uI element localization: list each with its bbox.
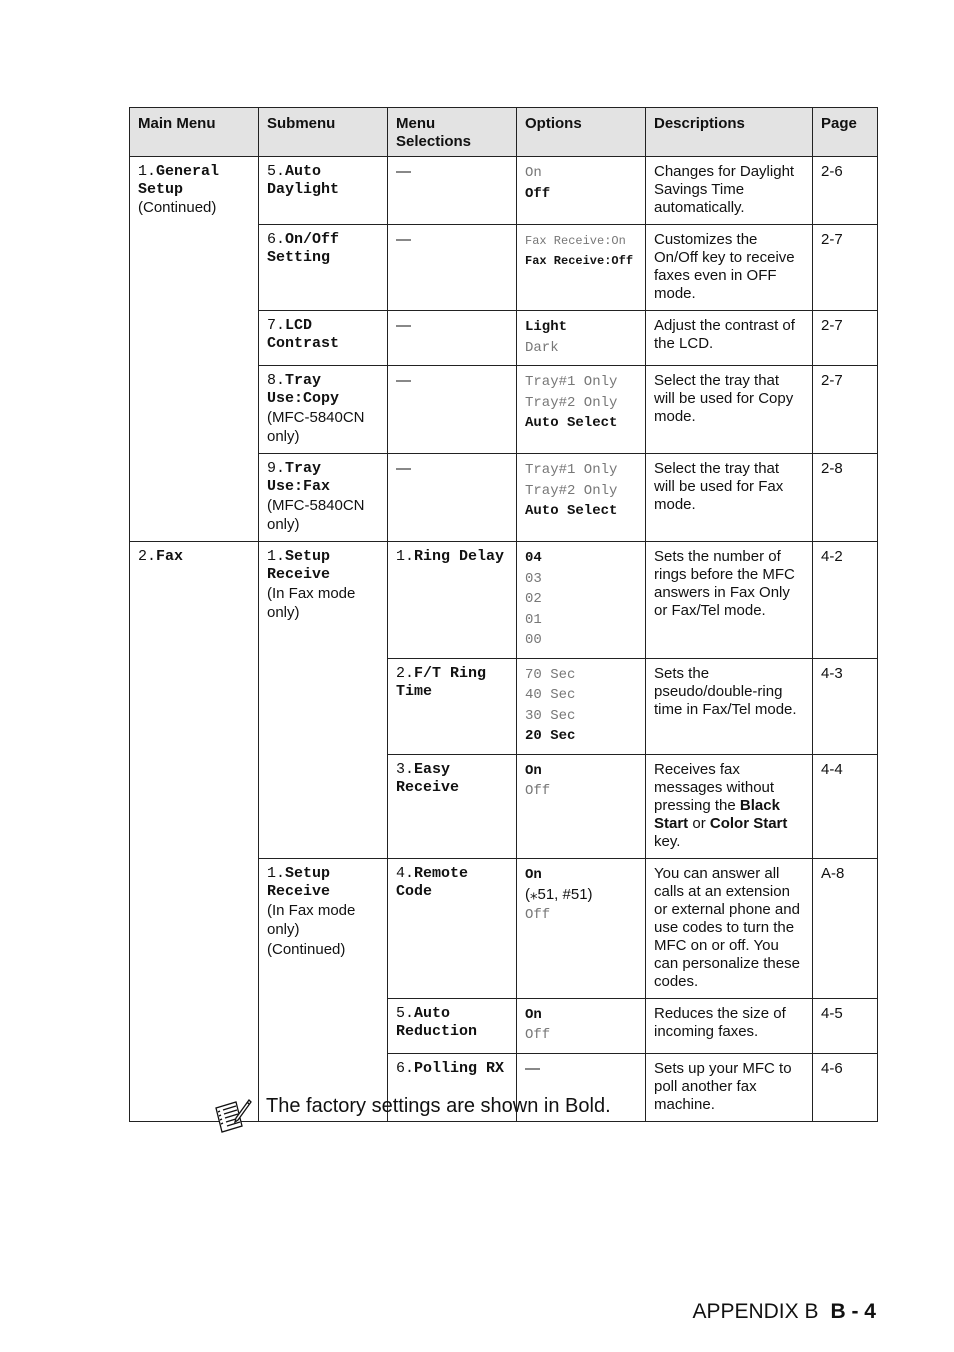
description-cell: Changes for Daylight Savings Time automatically. [646,157,813,225]
option-value: Auto Select [525,503,618,519]
selection-cell: 2.F/T Ring Time [388,658,517,754]
description-cell: Select the tray that will be used for Copy mode. [646,366,813,454]
note-pencil-icon [212,1096,252,1136]
selection-cell: — [388,225,517,311]
description-cell: Sets the pseudo/double-ring time in Fax/Tel mode. [646,658,813,754]
selection-cell: — [388,454,517,542]
selection-cell: — [388,311,517,366]
page-cell: 4-5 [813,998,878,1053]
note-text: The factory settings are shown in Bold. [266,1095,611,1117]
header-descriptions: Descriptions [646,108,813,157]
page-cell: 2-7 [813,311,878,366]
selection-cell: 3.Easy Receive [388,754,517,858]
option-value: Light [525,319,568,335]
option-value: Auto Select [525,415,618,431]
page-number: B - 4 [830,1300,876,1323]
description-cell: Sets the number of rings before the MFC answers in Fax Only or Fax/Tel mode. [646,542,813,659]
option-value: 01 [525,611,542,628]
options-cell [517,658,646,754]
option-value: 40 Sec [525,687,576,703]
option-value: Fax Receive:Off [525,254,634,268]
options-cell [517,225,646,311]
option-value: Tray#2 Only [525,394,618,411]
page-cell: 2-7 [813,366,878,454]
page-cell: 2-6 [813,157,878,225]
page-cell: 2-7 [813,225,878,311]
description-cell: Sets up your MFC to poll another fax machine. [646,1053,813,1121]
description-cell: Customizes the On/Off key to receive faxes even in OFF mode. [646,225,813,311]
description-cell: Adjust the contrast of the LCD. [646,311,813,366]
option-value: 30 Sec [525,707,576,724]
option-value: Tray#1 Only [525,374,618,390]
option-value: On [525,866,542,883]
option-value: Tray#1 Only [525,462,618,478]
option-value: 04 [525,550,542,566]
option-value: Off [525,907,551,923]
selection-cell: — [388,366,517,454]
note [212,1096,611,1136]
description-cell: Receives fax messages without pressing the Black Start or Color Start key. [646,754,813,858]
page-footer [692,1300,876,1324]
description-cell: Select the tray that will be used for Fax mode. [646,454,813,542]
submenu-cell: 6.On/Off Setting [259,225,388,311]
selection-cell: 5.Auto Reduction [388,998,517,1053]
option-value: Off [525,1027,551,1043]
options-cell [517,858,646,998]
remote-code-values: (⁎51, #51) [525,886,593,903]
option-value: 00 [525,632,542,648]
main-menu-general: 1.General Setup (Continued) [130,157,259,542]
option-value: Off [525,783,551,799]
page-cell: 4-4 [813,754,878,858]
submenu-cell: 9.Tray Use:Fax (MFC-5840CN only) [259,454,388,542]
selection-cell: 1.Ring Delay [388,542,517,659]
header-menu-selections: Menu Selections [388,108,517,157]
submenu-cell: 8.Tray Use:Copy (MFC-5840CN only) [259,366,388,454]
option-value: On [525,762,542,779]
submenu-cell: 5.Auto Daylight [259,157,388,225]
submenu-cell: 1.Setup Receive (In Fax mode only) (Continued) [259,858,388,1121]
option-value: Off [525,185,551,202]
page-cell: 4-6 [813,1053,878,1121]
option-value: 02 [525,591,542,607]
option-value: Fax Receive:On [525,234,626,248]
appendix-label: APPENDIX B [692,1300,819,1323]
option-value: 20 Sec [525,728,576,744]
description-cell: Reduces the size of incoming faxes. [646,998,813,1053]
option-value: On [525,165,542,181]
menu-table [129,107,878,1122]
page-cell: 4-2 [813,542,878,659]
options-cell [517,311,646,366]
option-value: Dark [525,339,559,356]
description-cell: You can answer all calls at an extension or external phone and use codes to turn the MFC on or off. You can personalize these codes. [646,858,813,998]
options-cell: — [517,1053,646,1121]
header-submenu: Submenu [259,108,388,157]
options-cell [517,454,646,542]
header-main-menu: Main Menu [130,108,259,157]
option-value: 70 Sec [525,666,576,683]
page-cell: 2-8 [813,454,878,542]
selection-cell: 6.Polling RX [388,1053,517,1121]
header-options: Options [517,108,646,157]
submenu-cell: 1.Setup Receive (In Fax mode only) [259,542,388,859]
selection-cell: 4.Remote Code [388,858,517,998]
options-cell [517,998,646,1053]
option-value: 03 [525,570,542,587]
option-value: On [525,1006,542,1023]
table-row [130,542,878,659]
options-cell [517,157,646,225]
header-row [130,108,878,157]
options-cell [517,366,646,454]
options-cell [517,542,646,659]
table-row [130,157,878,225]
submenu-cell: 7.LCD Contrast [259,311,388,366]
selection-cell: — [388,157,517,225]
header-page: Page [813,108,878,157]
options-cell [517,754,646,858]
option-value: Tray#2 Only [525,482,618,499]
main-menu-fax: 2.Fax [130,542,259,1122]
page-cell: A-8 [813,858,878,998]
page-cell: 4-3 [813,658,878,754]
